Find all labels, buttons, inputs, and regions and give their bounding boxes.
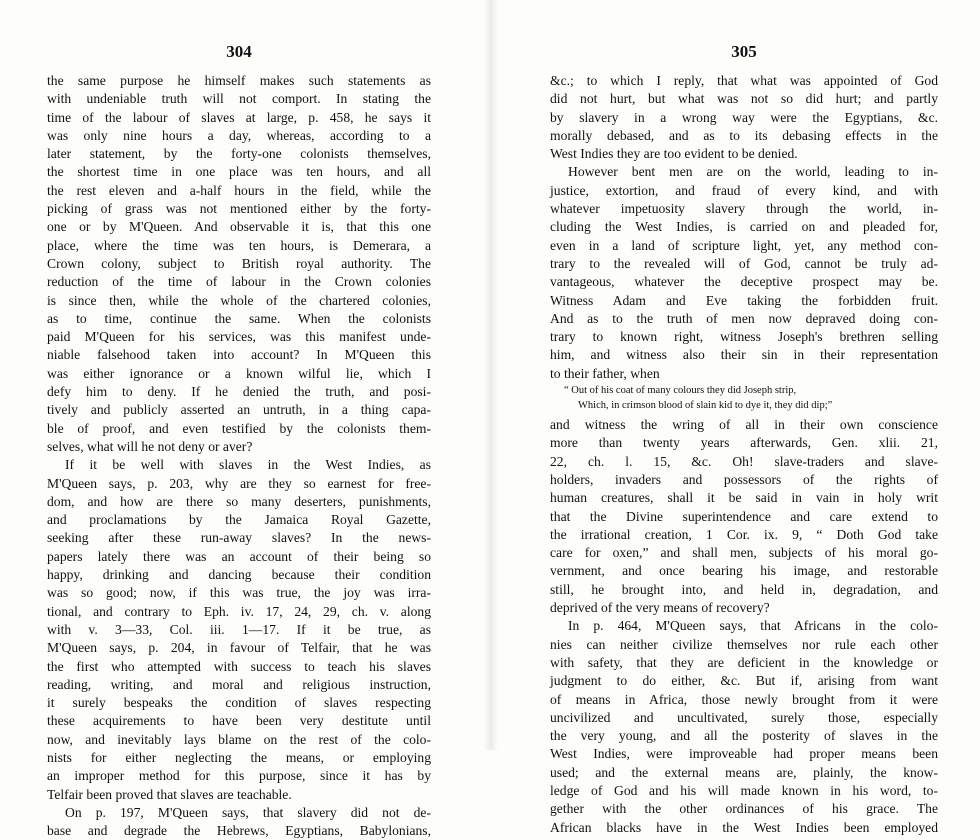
text-line: cluding the West Indies, is carried on and pleaded for, xyxy=(550,219,938,235)
text-line: However bent men are on the world, leading to in- xyxy=(568,164,938,180)
text-line: was either ignorance or a known wilful lie, which I xyxy=(47,365,431,381)
text-line: base and degrade the Hebrews, Egyptians, Babylonians, xyxy=(47,823,431,839)
text-line: whatever impetuosity slavery through the world, in- xyxy=(550,201,938,217)
text-line: used; and the external means are, plainly, the know- xyxy=(550,764,938,780)
text-line: place, where the time was ten hours, is Demerara, a xyxy=(47,237,431,253)
text-line: reduction of the time of labour in the Crown colonies xyxy=(47,274,431,290)
text-line: justice, extortion, and fraud of every kind, and with xyxy=(550,182,938,198)
text-line: morally debased, and as to its debasing effects in the xyxy=(550,127,938,143)
text-line: did not hurt, but what was not so did hurt; and partly xyxy=(550,91,938,107)
book-gutter xyxy=(484,0,498,750)
text-line: And as to the truth of men now depraved doing con- xyxy=(550,310,938,326)
text-line: of means in Africa, those newly brought from it were xyxy=(550,691,938,707)
text-line: to their father, when xyxy=(550,365,660,381)
page-number-right: 305 xyxy=(731,42,757,61)
text-line: human creatures, shall it be said in vain in holy writ xyxy=(550,490,938,506)
text-line: the same purpose he himself makes such statements as xyxy=(47,73,431,88)
text-line: picking of grass was not mentioned either by the forty- xyxy=(47,201,431,217)
text-line: M'Queen says, p. 204, in favour of Telfair, that he was xyxy=(47,640,431,656)
quote-line: Which, in crimson blood of slain kid to dye it, they did dip;” xyxy=(578,400,833,412)
left-page-text xyxy=(47,72,431,840)
text-line: M'Queen says, p. 203, why are they so earnest for free- xyxy=(47,475,431,491)
verse-quotation xyxy=(550,383,938,416)
text-line: was so good; now, if this was true, the joy was irra- xyxy=(47,585,431,601)
text-line: African blacks have in the West Indies been employed xyxy=(550,819,938,835)
text-line: with undeniable truth will not comport. In stating the xyxy=(47,91,431,107)
text-line: was only nine hours a day, whereas, according to a xyxy=(47,127,431,143)
text-line: vantageous, whatever the deceptive prospect may be. xyxy=(550,274,938,290)
text-line: uncivilized and uncultivated, surely those, especially xyxy=(550,709,938,725)
text-line: reading, writing, and moral and religious instruction, xyxy=(47,676,431,692)
text-line: these acquirements to have been very destitute until xyxy=(47,713,431,729)
text-line: &c.; to which I reply, that what was appointed of God xyxy=(550,73,938,88)
text-line: and witness the wring of all in their own conscience xyxy=(550,417,938,433)
text-line: holders, invaders and possessors of the rights of xyxy=(550,471,938,487)
text-line: defy him to deny. If he denied the truth, and posi- xyxy=(47,384,431,400)
text-line: trary to known right, witness Joseph's brethren selling xyxy=(550,329,938,345)
text-line: the shortest time in one place was ten hours, and all xyxy=(47,164,431,180)
text-line: If it be well with slaves in the West Indies, as xyxy=(65,457,431,473)
text-line: tively and publicly asserted an untruth, in a thing capa- xyxy=(47,402,431,418)
text-line: On p. 197, M'Queen says, that slavery did not de- xyxy=(65,804,431,820)
text-line: West Indies, were improveable had proper means been xyxy=(550,746,938,762)
text-line: selves, what will he not deny or aver? xyxy=(47,438,253,454)
text-line: as to time, continue the same. When the colonists xyxy=(47,310,431,326)
quote-line: “ Out of his coat of many colours they did Joseph strip, xyxy=(564,385,797,397)
text-line: ble of proof, and even testified by the colonists them- xyxy=(47,420,431,436)
text-line: one or by M'Queen. And observable it is, that this one xyxy=(47,219,431,235)
text-line: happy, drinking and dancing because their condition xyxy=(47,567,431,583)
text-line: 22, ch. l. 15, &c. Oh! slave-traders and slave- xyxy=(550,453,938,469)
text-line: by slavery in a wrong way were the Egyptians, &c. xyxy=(550,109,938,125)
text-line: the very young, and all the posterity of slaves in the xyxy=(550,728,938,744)
right-page-text xyxy=(550,72,938,837)
text-line: Crown colony, subject to British royal authority. The xyxy=(47,255,431,271)
text-line: trary to the revealed will of God, cannot be truly ad- xyxy=(550,255,938,271)
text-line: vernment, and once bearing his image, and restorable xyxy=(550,563,938,579)
text-line: later statement, by the forty-one colonists themselves, xyxy=(47,146,431,162)
text-line: nists for either neglecting the means, or employing xyxy=(47,749,431,765)
text-line: an improper method for this purpose, since it has by xyxy=(47,768,431,784)
text-line: more than twenty years afterwards, Gen. xlii. 21, xyxy=(550,435,938,451)
text-line: with v. 3—33, Col. iii. 1—17. If it be true, as xyxy=(47,621,431,637)
text-line: papers lately there was an account of their being so xyxy=(47,548,431,564)
text-line: tional, and contrary to Eph. iv. 17, 24, 29, ch. v. along xyxy=(47,603,431,619)
text-line: deprived of the very means of recovery? xyxy=(550,600,770,616)
text-line: still, he brought into, and held in, degradation, and xyxy=(550,581,938,597)
text-line: dom, and how are there so many deserters, punishments, xyxy=(47,493,431,509)
text-line: judgment to do either, &c. But if, arising from want xyxy=(550,673,938,689)
text-line: it surely bespeaks the condition of slaves respecting xyxy=(47,695,431,711)
text-line: West Indies they are too evident to be denied. xyxy=(550,146,798,162)
text-line: seeking after these run-away slaves? In the news- xyxy=(47,530,431,546)
text-line: with safety, that they are deficient in the knowledge or xyxy=(550,654,938,670)
text-line: is since then, while the whole of the chartered colonies, xyxy=(47,292,431,308)
text-line: him, and witness also their sin in their representation xyxy=(550,347,938,363)
text-line: the rest eleven and a-half hours in the field, while the xyxy=(47,182,431,198)
text-line: time of the labour of slaves at large, p. 458, he says it xyxy=(47,109,431,125)
text-line: Witness Adam and Eve taking the forbidden fruit. xyxy=(550,292,938,308)
text-line: paid M'Queen for his services, was this manifest unde- xyxy=(47,329,431,345)
text-line: the first who attempted with success to teach his slaves xyxy=(47,658,431,674)
text-line: and proclamations by the Jamaica Royal Gazette, xyxy=(47,512,431,528)
text-line: that the Divine superintendence and care extend to xyxy=(550,508,938,524)
text-line: now, and inevitably lays blame on the rest of the colo- xyxy=(47,731,431,747)
text-line: In p. 464, M'Queen says, that Africans in the colo- xyxy=(568,618,938,634)
text-line: niable falsehood taken into account? In M'Queen this xyxy=(47,347,431,363)
page-number-left: 304 xyxy=(226,42,252,61)
text-line: nies can neither civilize themselves nor rule each other xyxy=(550,636,938,652)
text-line: even in a land of scripture light, yet, any method con- xyxy=(550,237,938,253)
text-line: care for oxen,” and shall men, subjects of his moral go- xyxy=(550,545,938,561)
text-line: gether with the other ordinances of his grace. The xyxy=(550,801,938,817)
text-line: the irrational creation, 1 Cor. ix. 9, “ Doth God take xyxy=(550,526,938,542)
text-line: ledge of God and his will made known in his word, to- xyxy=(550,782,938,798)
text-line: Telfair been proved that slaves are teachable. xyxy=(47,786,292,802)
